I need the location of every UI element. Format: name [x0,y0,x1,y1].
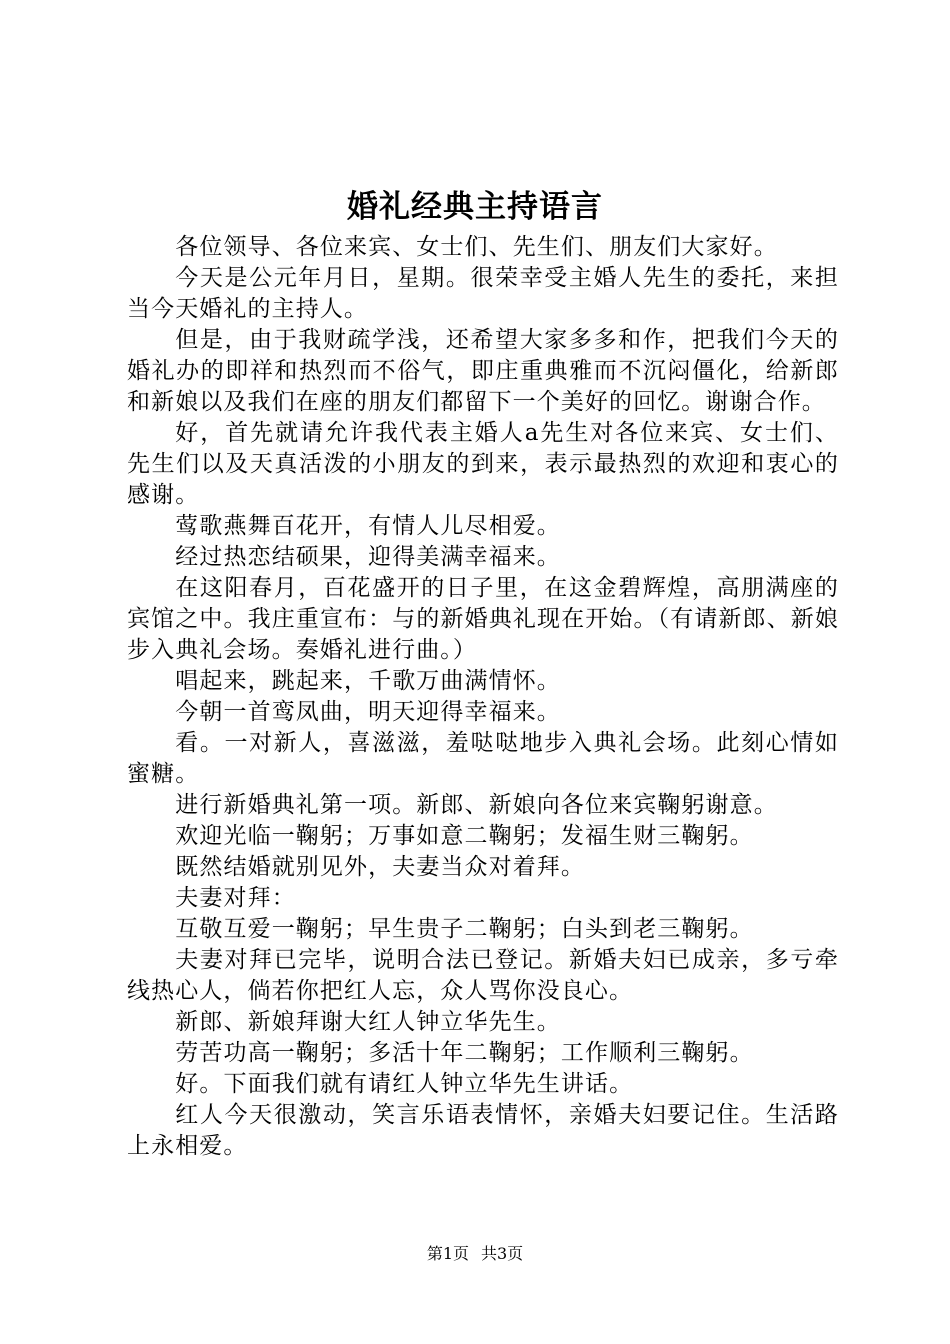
page-total: 共3页 [481,1244,524,1263]
paragraph: 莺歌燕舞百花开，有情人儿尽相爱。 [175,513,561,539]
document-title: 婚礼经典主持语言 [347,189,603,225]
paragraph: 好。下面我们就有请红人钟立华先生讲话。 [175,1071,634,1097]
paragraph: 红人今天很激动，笑言乐语表情怀，亲婚夫妇要记住。生活路上永相爱。 [127,1102,839,1159]
paragraph: 夫妻对拜已完毕，说明合法已登记。新婚夫妇已成亲，多亏牵线热心人，倘若你把红人忘，众人骂你没良心。 [127,947,839,1004]
paragraph: 既然结婚就别见外，夫妻当众对着拜。 [175,854,585,880]
page-footer [0,1243,950,1265]
paragraph: 看。一对新人，喜滋滋，羞哒哒地步入典礼会场。此刻心情如蜜糖。 [127,730,839,787]
paragraph: 在这阳春月，百花盛开的日子里，在这金碧辉煌，高朋满座的宾馆之中。我庄重宣布：与的新婚典礼现在开始。（有请新郎、新娘步入典礼会场。奏婚礼进行曲。） [127,575,839,663]
paragraph: 各位领导、各位来宾、女士们、先生们、朋友们大家好。 [175,234,778,260]
paragraph: 新郎、新娘拜谢大红人钟立华先生。 [175,1009,561,1035]
paragraph: 劳苦功高一鞠躬；多活十年二鞠躬；工作顺利三鞠躬。 [175,1040,754,1066]
paragraph: 但是，由于我财疏学浅，还希望大家多多和作，把我们今天的婚礼办的即祥和热烈而不俗气，即庄重典雅而不沉闷僵化，给新郎和新娘以及我们在座的朋友们都留下一个美好的回忆。谢谢合作。 [127,327,839,415]
paragraph: 进行新婚典礼第一项。新郎、新娘向各位来宾鞠躬谢意。 [175,792,778,818]
paragraph: 互敬互爱一鞠躬；早生贵子二鞠躬；白头到老三鞠躬。 [175,916,754,942]
page-number: 第1页 [426,1244,469,1263]
paragraph: 经过热恋结硕果，迎得美满幸福来。 [175,544,561,570]
paragraph: 欢迎光临一鞠躬；万事如意二鞠躬；发福生财三鞠躬。 [175,823,754,849]
paragraph: 今朝一首鸾凤曲，明天迎得幸福来。 [175,699,561,725]
paragraph: 今天是公元年月日，星期。很荣幸受主婚人先生的委托，来担当今天婚礼的主持人。 [127,265,839,322]
document-body [127,232,839,1162]
paragraph: 好，首先就请允许我代表主婚人a先生对各位来宾、女士们、先生们以及天真活泼的小朋友的到来，表示最热烈的欢迎和衷心的感谢。 [127,420,839,508]
paragraph: 唱起来，跳起来，千歌万曲满情怀。 [175,668,561,694]
paragraph: 夫妻对拜： [175,885,296,911]
